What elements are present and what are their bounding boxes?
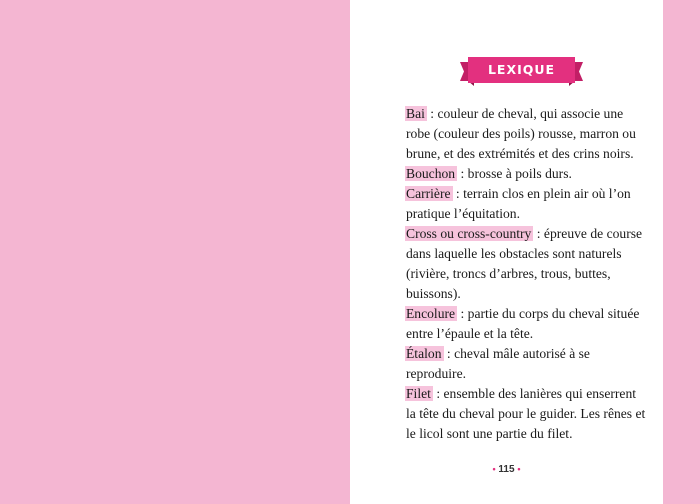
page-number-value: 115 xyxy=(498,464,515,475)
entry-definition: : épreuve de course dans laquelle les obstacles sont naturels (rivière, troncs d’arbres, trous, buttes, buissons). xyxy=(406,226,643,301)
page-title: LEXIQUE xyxy=(487,62,556,77)
list-item xyxy=(406,164,648,184)
entry-definition: : brosse à poils durs. xyxy=(457,166,572,181)
list-item xyxy=(406,344,648,384)
entry-term: Encolure xyxy=(406,306,456,321)
entry-definition: : ensemble des lanières qui enserrent la tête du cheval pour le guider. Les rênes et le licol sont une partie du filet. xyxy=(406,386,646,441)
list-item xyxy=(406,304,648,344)
list-item xyxy=(406,224,648,304)
entry-term: Carrière xyxy=(406,186,451,201)
entry-term: Filet xyxy=(406,386,431,401)
entry-term: Bai xyxy=(406,106,425,121)
bullet-icon: • xyxy=(492,464,496,474)
page-number xyxy=(350,464,663,475)
lexicon-list xyxy=(406,104,648,444)
title-ribbon xyxy=(460,57,583,86)
entry-definition: : partie du corps du cheval située entre l’épaule et la tête. xyxy=(406,306,640,341)
entry-definition: : couleur de cheval, qui associe une robe (couleur des poils) rousse, marron ou brune, et des extrémités et des crins noirs. xyxy=(406,106,636,161)
next-page-edge xyxy=(663,0,700,504)
entry-term: Étalon xyxy=(406,346,442,361)
entry-term: Bouchon xyxy=(406,166,456,181)
entry-term: Cross ou cross-country xyxy=(406,226,532,241)
entry-definition: : cheval mâle autorisé à se reproduire. xyxy=(406,346,590,381)
list-item xyxy=(406,384,648,444)
bullet-icon: • xyxy=(517,464,521,474)
list-item xyxy=(406,104,648,164)
list-item xyxy=(406,184,648,224)
right-page xyxy=(350,0,663,504)
entry-definition: : terrain clos en plein air où l’on pratique l’équitation. xyxy=(406,186,631,221)
